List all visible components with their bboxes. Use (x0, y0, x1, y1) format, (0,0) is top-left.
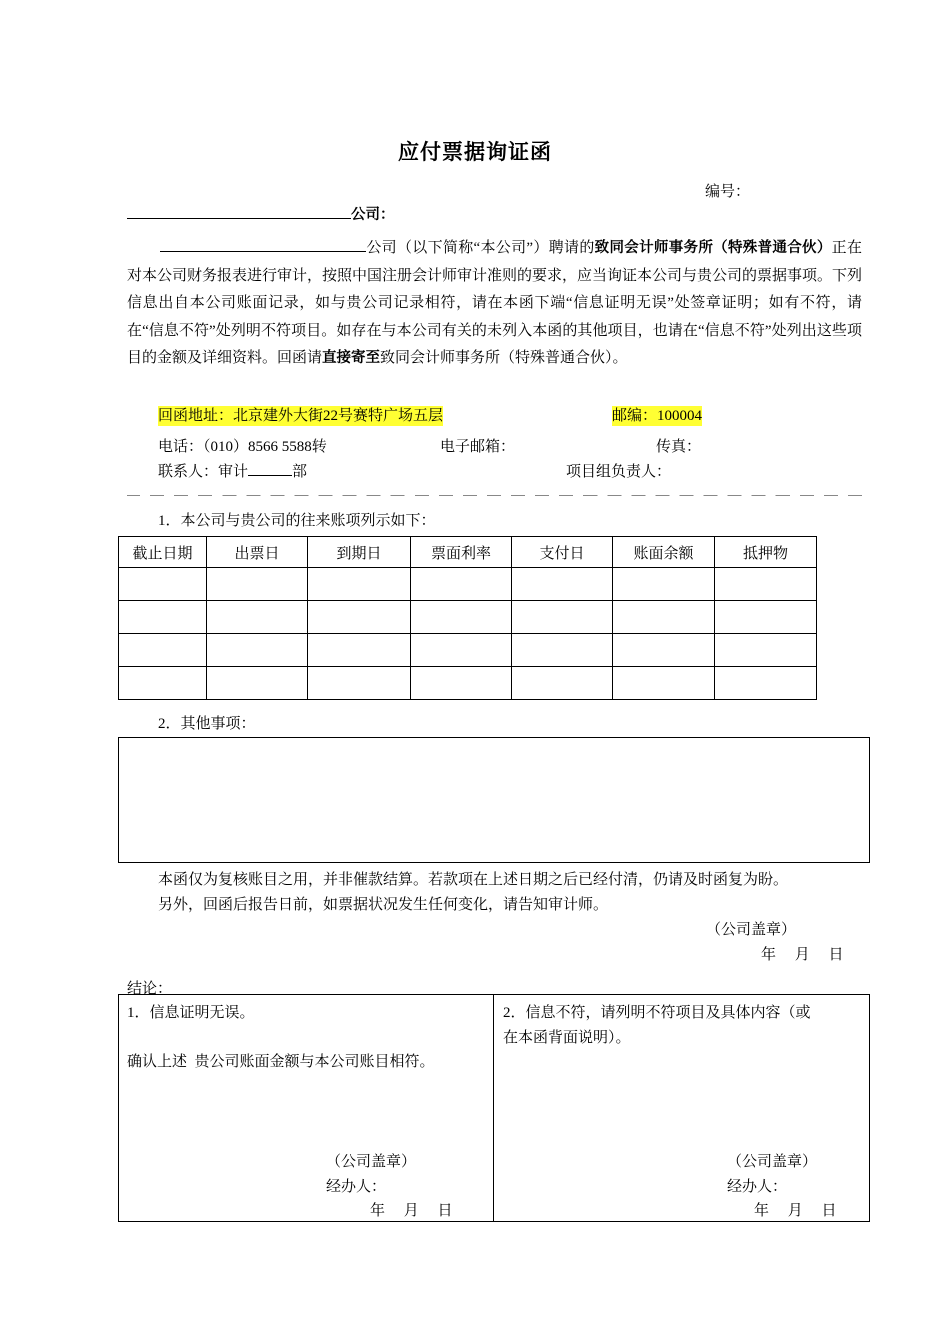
project-lead-label: 项目组负责人： (566, 464, 672, 480)
intro-text-2: 正在对本公司财务报表进行审计，按照中国注册会计师审计准则的要求，应当询证本公司与贵公司的票据事项。下列信息出自本公司账面记录，如与贵公司记录相符，请在本函下端“信息证明无误”处签章证明；如有不符，请在“信息不符”处列明不符项目。如存在与本公司有关的未列入本函的其他项目，也请在“信息不符”处列出这些项目的金额及详细资料。回函请 (127, 240, 863, 366)
right-stamp-label: （公司盖章） (727, 1154, 818, 1170)
table-cell[interactable] (119, 568, 207, 601)
phone: 电话：（010）8566 5588转 (158, 439, 327, 455)
section2-heading: 2．其他事项： (158, 716, 256, 732)
left-handler-label: 经办人： (326, 1179, 387, 1195)
table-cell[interactable] (119, 667, 207, 700)
return-address: 回函地址：北京建外大街22号赛特广场五层 (158, 408, 444, 424)
intro-paragraph (127, 235, 862, 373)
column-header: 抵押物 (715, 537, 817, 568)
table-row (119, 634, 817, 667)
email-label: 电子邮箱： (440, 439, 516, 455)
department-blank[interactable] (248, 461, 292, 476)
table-cell[interactable] (512, 667, 613, 700)
table-cell[interactable] (613, 634, 715, 667)
date-line: 年 月 日 (761, 947, 844, 963)
section1-heading: 1．本公司与贵公司的往来账项列示如下： (158, 513, 436, 529)
column-header: 到期日 (308, 537, 411, 568)
right-handler-label: 经办人： (727, 1179, 788, 1195)
table-cell[interactable] (308, 634, 411, 667)
contact-person-prefix: 联系人：审计 (158, 464, 249, 480)
table-cell[interactable] (411, 568, 512, 601)
table-cell[interactable] (308, 601, 411, 634)
our-company-blank[interactable] (160, 237, 366, 252)
table-cell[interactable] (207, 568, 308, 601)
contact-person (158, 460, 307, 481)
table-cell[interactable] (308, 568, 411, 601)
table-cell[interactable] (512, 568, 613, 601)
table-cell[interactable] (119, 601, 207, 634)
accounts-table (118, 536, 817, 700)
intro-text-3: 致同会计师事务所（特殊普通合伙）。 (380, 350, 628, 366)
column-header: 支付日 (512, 537, 613, 568)
postcode: 邮编：100004 (612, 408, 703, 424)
table-cell[interactable] (512, 634, 613, 667)
company-stamp-label: （公司盖章） (706, 922, 797, 938)
table-row (119, 601, 817, 634)
fax-label: 传真： (656, 439, 702, 455)
confirm-item: 1．信息证明无误。 (127, 1005, 255, 1021)
notice-line-1: 本函仅为复核账目之用，并非催款结算。若款项在上述日期之后已经付清，仍请及时函复为盼。 (158, 872, 789, 888)
notice-line-2: 另外，回函后报告日前，如票据状况发生任何变化，请告知审计师。 (158, 897, 609, 913)
conclusion-divider (493, 994, 494, 1221)
confirm-statement: 确认上述 贵公司账面金额与本公司账目相符。 (127, 1054, 435, 1070)
table-header-row (119, 537, 817, 568)
number-label: 编号： (705, 184, 751, 200)
table-cell[interactable] (207, 601, 308, 634)
table-cell[interactable] (715, 568, 817, 601)
column-header: 出票日 (207, 537, 308, 568)
table-cell[interactable] (613, 601, 715, 634)
table-cell[interactable] (613, 667, 715, 700)
table-cell[interactable] (715, 667, 817, 700)
table-cell[interactable] (207, 667, 308, 700)
table-cell[interactable] (512, 601, 613, 634)
table-cell[interactable] (411, 634, 512, 667)
mismatch-item-line-1: 2．信息不符，请列明不符项目及具体内容（或 (503, 1005, 811, 1021)
other-matters-box[interactable] (118, 737, 870, 863)
conclusion-label: 结论： (127, 981, 173, 997)
company-label: 公司： (351, 207, 395, 223)
dashed-divider (127, 495, 872, 496)
table-cell[interactable] (207, 634, 308, 667)
column-header: 截止日期 (119, 537, 207, 568)
recipient-company-blank[interactable] (127, 204, 351, 219)
contact-person-suffix: 部 (292, 464, 308, 480)
table-cell[interactable] (308, 667, 411, 700)
table-cell[interactable] (119, 634, 207, 667)
table-cell[interactable] (613, 568, 715, 601)
firm-name: 致同会计师事务所（特殊普通合伙） (594, 240, 832, 256)
mismatch-item-line-2: 在本函背面说明）。 (503, 1030, 631, 1046)
intro-text-1: 公司（以下简称“本公司”）聘请的 (366, 240, 595, 256)
table-cell[interactable] (715, 634, 817, 667)
column-header: 账面余额 (613, 537, 715, 568)
table-row (119, 568, 817, 601)
page-title: 应付票据询证函 (398, 140, 552, 164)
left-date-line: 年 月 日 (370, 1203, 453, 1219)
table-row (119, 667, 817, 700)
table-cell[interactable] (715, 601, 817, 634)
recipient-company-line (127, 203, 395, 224)
table-cell[interactable] (411, 601, 512, 634)
left-stamp-label: （公司盖章） (326, 1154, 417, 1170)
table-cell[interactable] (411, 667, 512, 700)
right-date-line: 年 月 日 (754, 1203, 837, 1219)
direct-mail: 直接寄至 (322, 350, 381, 366)
column-header: 票面利率 (411, 537, 512, 568)
